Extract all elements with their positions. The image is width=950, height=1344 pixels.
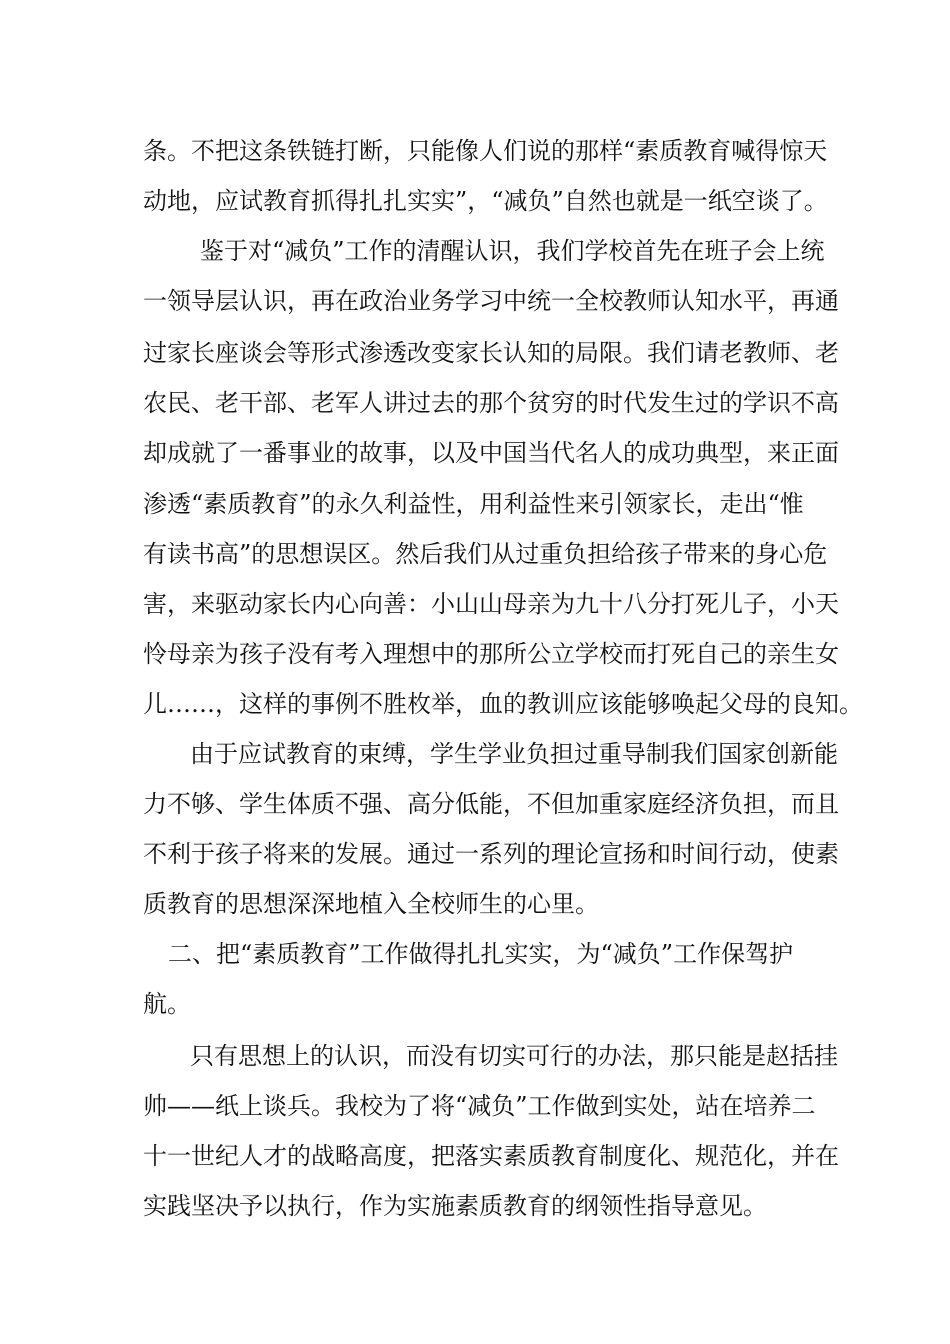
text-line: 力不够、学生体质不强、高分低能，不但加重家庭经济负担，而且 — [143, 790, 839, 818]
text-line: 却成就了一番事业的故事，以及中国当代名人的成功典型，来正面 — [143, 439, 839, 467]
text-line: 条。不把这条铁链打断，只能像人们说的那样“素质教育喊得惊天 — [143, 137, 828, 165]
text-line: 一领导层认识，再在政治业务学习中统一全校教师认知水平，再通 — [143, 287, 839, 315]
text-line: 实践坚决予以执行，作为实施素质教育的纲领性指导意见。 — [143, 1192, 767, 1220]
text-line: 由于应试教育的束缚，学生学业负担过重导制我们国家创新能 — [190, 740, 838, 768]
text-line: 儿……，这样的事例不胜枚举，血的教训应该能够唤起父母的良知。 — [143, 690, 863, 718]
section-heading-continued: 航。 — [143, 990, 191, 1018]
text-line: 害，来驱动家长内心向善：小山山母亲为九十八分打死儿子，小天 — [143, 590, 839, 618]
text-line: 怜母亲为孩子没有考入理想中的那所公立学校而打死自己的亲生女 — [143, 640, 839, 668]
text-line: 十一世纪人才的战略高度，把落实素质教育制度化、规范化，并在 — [143, 1142, 839, 1170]
text-line: 动地，应试教育抓得扎扎实实”，“减负”自然也就是一纸空谈了。 — [143, 187, 828, 215]
text-line: 有读书高”的思想误区。然后我们从过重负担给孩子带来的身心危 — [143, 540, 828, 568]
text-line: 农民、老干部、老军人讲过去的那个贫穷的时代发生过的学识不高 — [143, 389, 839, 417]
text-line: 渗透“素质教育”的永久利益性，用利益性来引领家长，走出“惟 — [143, 490, 804, 518]
text-line: 帅——纸上谈兵。我校为了将“减负”工作做到实处，站在培养二 — [143, 1092, 816, 1120]
text-line: 不利于孩子将来的发展。通过一系列的理论宣扬和时间行动，使素 — [143, 840, 839, 868]
text-line: 质教育的思想深深地植入全校师生的心里。 — [143, 890, 599, 918]
text-line: 鉴于对“减负”工作的清醒认识，我们学校首先在班子会上统 — [200, 237, 825, 265]
text-line: 只有思想上的认识，而没有切实可行的办法，那只能是赵括挂 — [190, 1042, 838, 1070]
section-heading: 二、把“素质教育”工作做得扎扎实实，为“减负”工作保驾护 — [168, 940, 794, 968]
text-line: 过家长座谈会等形式渗透改变家长认知的局限。我们请老教师、老 — [143, 339, 839, 367]
